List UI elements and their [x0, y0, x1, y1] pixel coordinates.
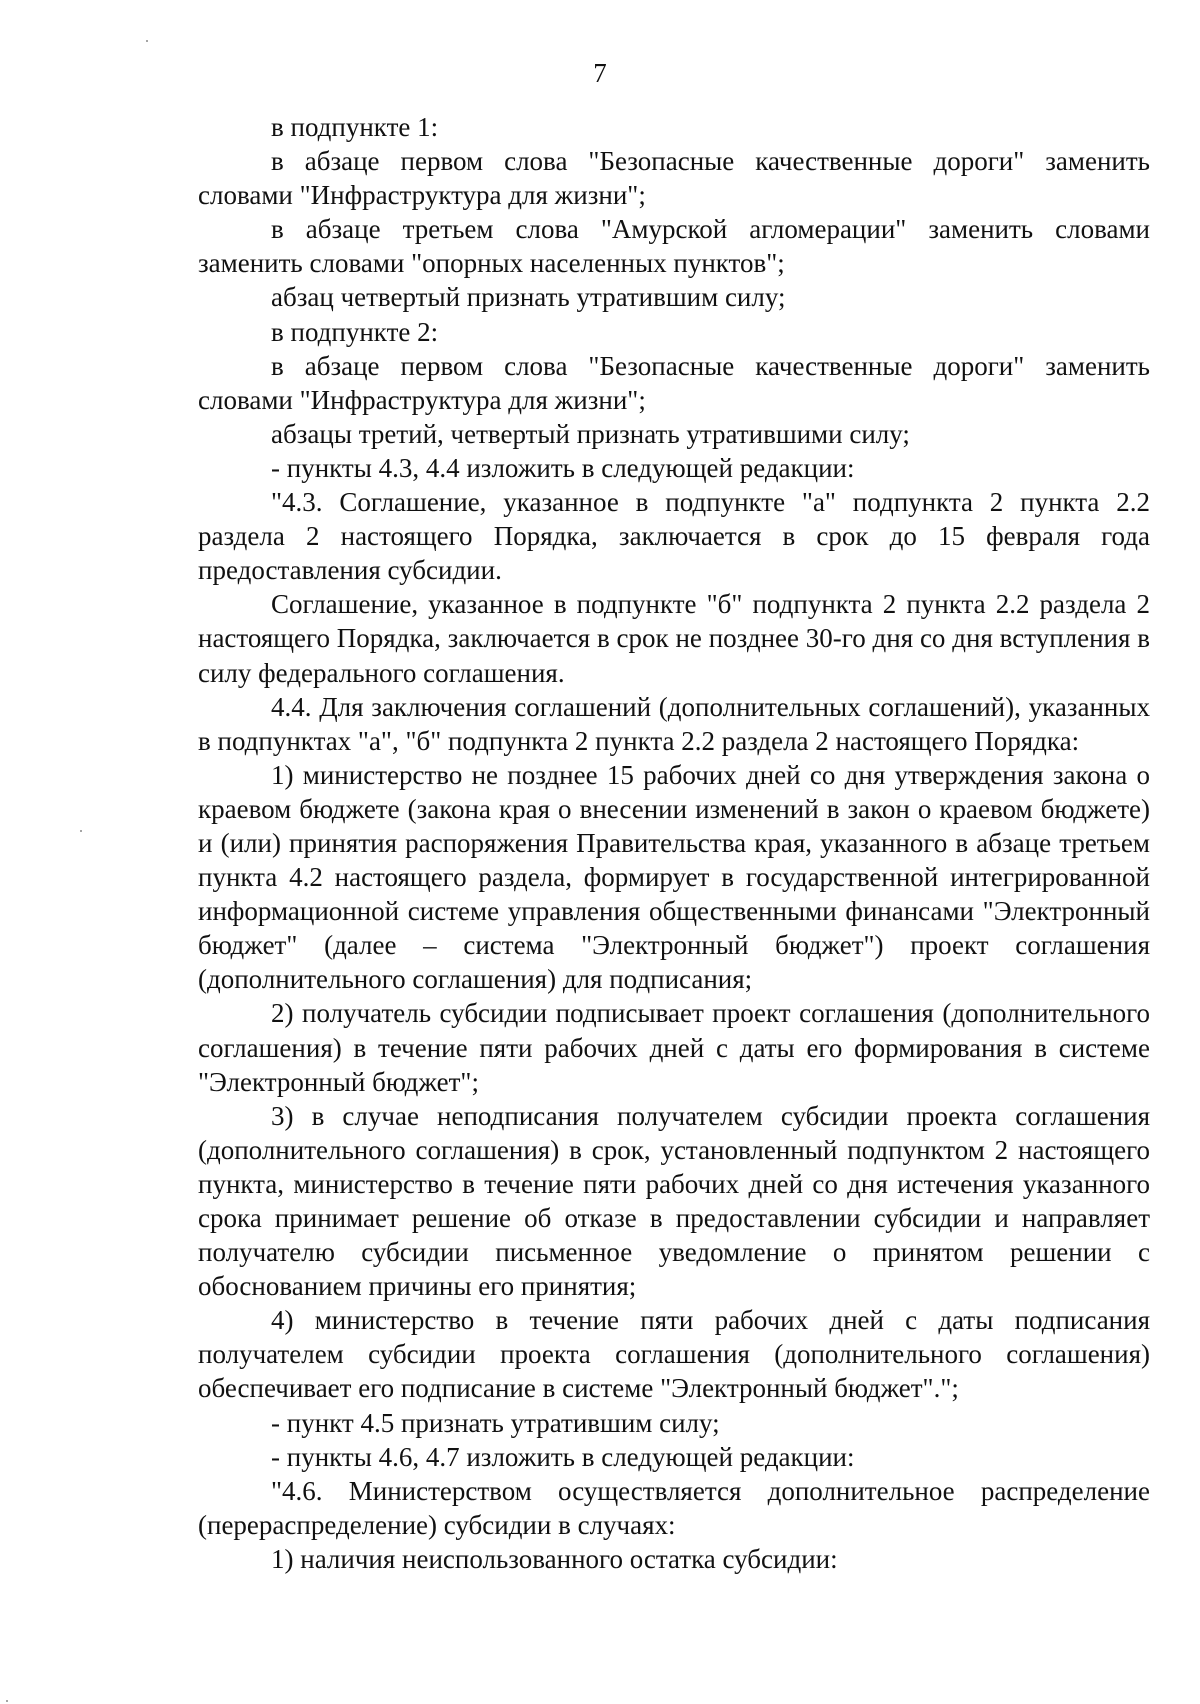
document-body: [198, 110, 1150, 1576]
paragraph: 4.4. Для заключения соглашений (дополнительных соглашений), указанных в подпунктах "а", "б" подпункта 2 пункта 2.2 раздела 2 настоящего Порядка:: [198, 691, 1150, 756]
paragraph: - пункт 4.5 признать утратившим силу;: [271, 1407, 720, 1438]
paragraph: - пункты 4.6, 4.7 изложить в следующей редакции:: [271, 1441, 855, 1472]
paragraph: "4.3. Соглашение, указанное в подпункте "а" подпункта 2 пункта 2.2 раздела 2 настоящего Порядка, заключается в срок до 15 февраля года предоставления субсидии.: [198, 487, 1150, 586]
paragraph: абзац четвертый признать утратившим силу;: [271, 282, 786, 313]
paragraph: абзацы третий, четвертый признать утратившими силу;: [271, 418, 910, 449]
paragraph: в абзаце первом слова "Безопасные качественные дороги" заменить словами "Инфраструктура для жизни";: [198, 350, 1150, 415]
scan-speck: [80, 830, 82, 832]
paragraph: - пункты 4.3, 4.4 изложить в следующей редакции:: [271, 452, 855, 483]
paragraph: в абзаце первом слова "Безопасные качественные дороги" заменить словами "Инфраструктура для жизни";: [198, 146, 1150, 211]
paragraph: в подпункте 1:: [271, 112, 439, 142]
paragraph: "4.6. Министерством осуществляется дополнительное распределение (перераспределение) субсидии в случаях:: [198, 1475, 1150, 1540]
paragraph: 2) получатель субсидии подписывает проект соглашения (дополнительного соглашения) в течение пяти рабочих дней с даты его формирования в системе "Электронный бюджет";: [198, 998, 1150, 1097]
paragraph: в подпункте 2:: [271, 316, 439, 347]
page-number: 7: [593, 58, 607, 88]
paragraph: 1) наличия неиспользованного остатка субсидии:: [271, 1543, 838, 1574]
scan-speck: [6, 1700, 8, 1702]
scan-speck: [146, 40, 148, 42]
paragraph: 3) в случае неподписания получателем субсидии проекта соглашения (дополнительного соглашения) в срок, установленный подпунктом 2 настоящего пункта, министерство в течение пяти рабочих дней со дня истечения указанного срока принимает решение об отказе в предоставлении субсидии и направляет получателю субсидии письменное уведомление о принятом решении с обоснованием причины его принятия;: [198, 1100, 1150, 1302]
paragraph: 1) министерство не позднее 15 рабочих дней со дня утверждения закона о краевом бюджете (закона края о внесении изменений в закон о краевом бюджете) и (или) принятия распоряжения Правительства края, указанного в абзаце третьем пункта 4.2 настоящего раздела, формирует в государственной интегрированной информационной системе управления общественными финансами "Электронный бюджет" (далее – система "Электронный бюджет") проект соглашения (дополнительного соглашения) для подписания;: [198, 759, 1150, 995]
paragraph: в абзаце третьем слова "Амурской агломерации" заменить словами заменить словами "опорных населенных пунктов";: [198, 214, 1150, 279]
paragraph: Соглашение, указанное в подпункте "б" подпункта 2 пункта 2.2 раздела 2 настоящего Порядка, заключается в срок не позднее 30-го дня со дня вступления в силу федерального соглашения.: [198, 589, 1150, 688]
paragraph: 4) министерство в течение пяти рабочих дней с даты подписания получателем субсидии проекта соглашения (дополнительного соглашения) обеспечивает его подписание в системе "Электронный бюджет".";: [198, 1305, 1150, 1404]
